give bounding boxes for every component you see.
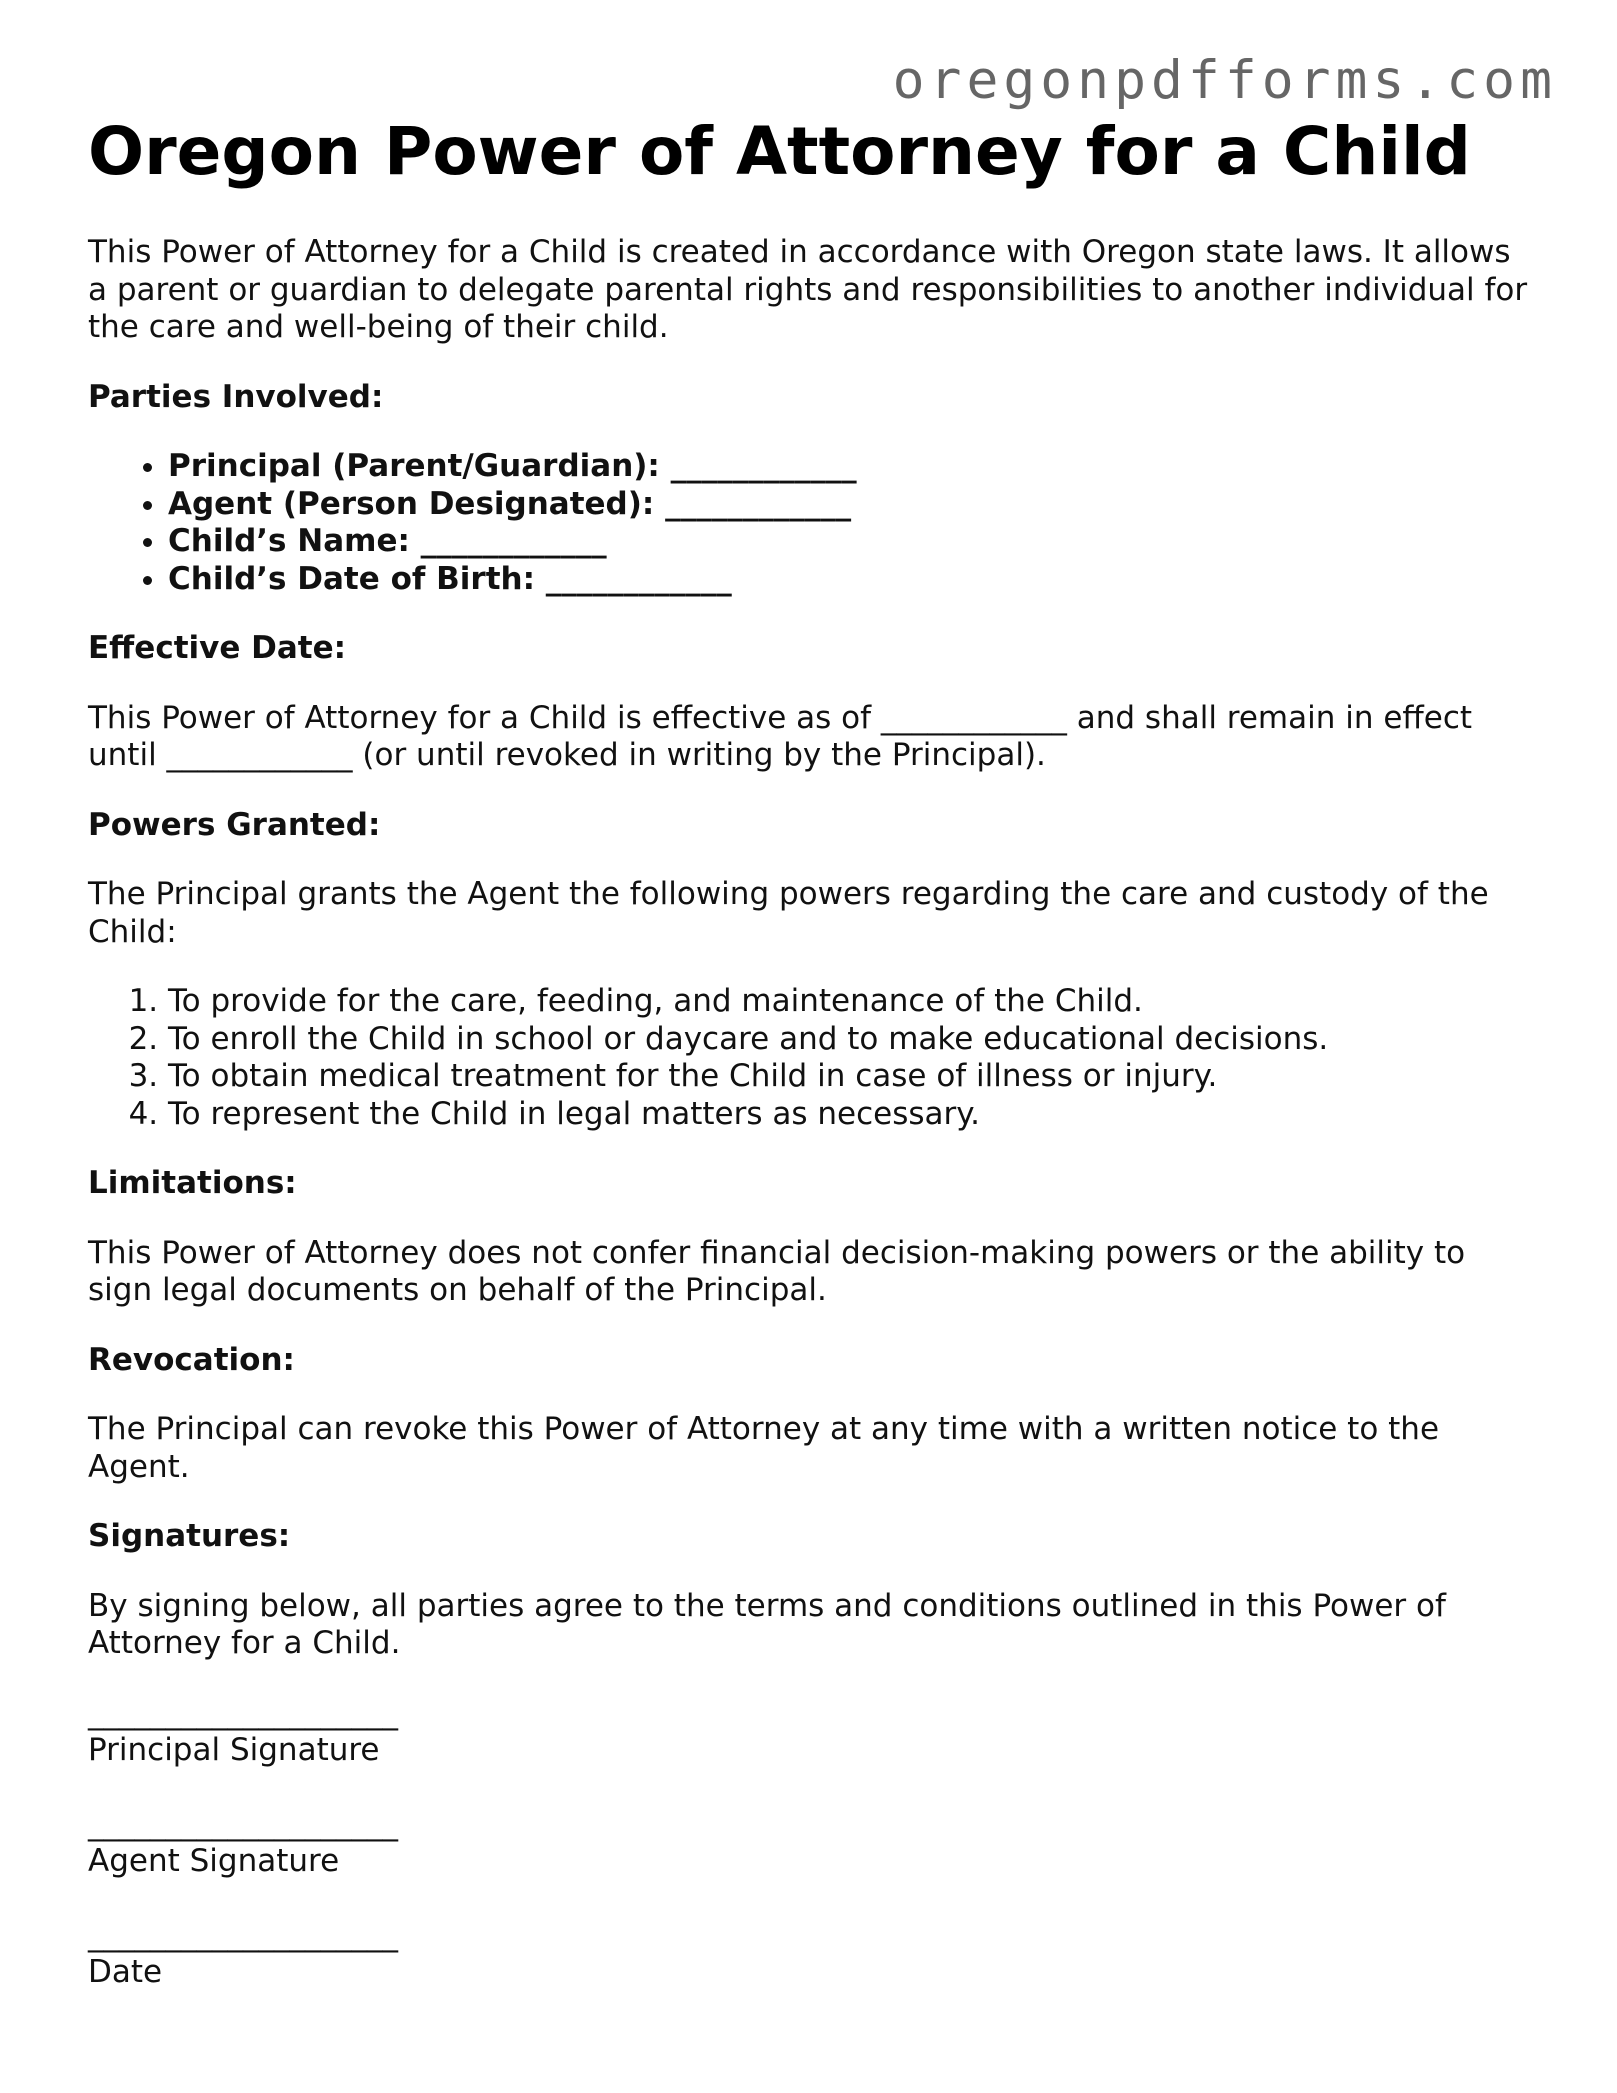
date-signature-block [88, 1917, 1528, 1992]
power-item: 3. To obtain medical treatment for the Child in case of illness or injury. [168, 1058, 1528, 1096]
revocation-heading: Revocation: [88, 1341, 295, 1378]
signatures-heading: Signatures: [88, 1518, 291, 1554]
agent-signature-label: Agent Signature [88, 1843, 340, 1879]
document-body [88, 110, 1528, 1992]
principal-signature-label: Principal Signature [88, 1732, 380, 1768]
date-signature-line[interactable]: ____________________ [88, 1916, 398, 1953]
signatures-text: By signing below, all parties agree to the terms and conditions outlined in this Power of Attorney for a Child. [88, 1587, 1446, 1661]
powers-heading: Powers Granted: [88, 806, 381, 843]
party-agent-field[interactable]: • Agent (Person Designated): ____________ [168, 486, 1528, 524]
agent-signature-line[interactable]: ____________________ [88, 1805, 398, 1842]
principal-signature-line[interactable]: ____________________ [88, 1694, 398, 1731]
parties-heading: Parties Involved: [88, 378, 384, 415]
date-signature-label: Date [88, 1954, 163, 1990]
effective-date-heading: Effective Date: [88, 630, 347, 666]
powers-text: The Principal grants the Agent the following powers regarding the care and custody of the Child: [88, 876, 1489, 950]
power-item: 1. To provide for the care, feeding, and maintenance of the Child. [168, 983, 1528, 1021]
agent-signature-block [88, 1806, 1528, 1881]
parties-list [88, 448, 1528, 598]
limitations-text: This Power of Attorney does not confer financial decision-making powers or the ability to sign legal documents on behalf of the Principal. [88, 1234, 1466, 1308]
child-name-field[interactable]: • Child’s Name: ____________ [168, 523, 1528, 561]
power-item: 2. To enroll the Child in school or daycare and to make educational decisions. [168, 1021, 1528, 1059]
limitations-heading: Limitations: [88, 1165, 297, 1201]
powers-list [88, 983, 1528, 1133]
child-dob-field[interactable]: • Child’s Date of Birth: ____________ [168, 561, 1528, 599]
effective-date-text: This Power of Attorney for a Child is effective as of ____________ and shall remain in effect until ____________ (or until revoked in writing by the Principal). [88, 699, 1473, 773]
intro-paragraph: This Power of Attorney for a Child is created in accordance with Oregon state laws. It allows a parent or guardian to delegate parental rights and responsibilities to another individual for the care and well-being of their child. [88, 234, 1528, 345]
revocation-text: The Principal can revoke this Power of Attorney at any time with a written notice to the Agent. [88, 1411, 1440, 1485]
party-principal-field[interactable]: • Principal (Parent/Guardian): ____________ [168, 448, 1528, 486]
principal-signature-block [88, 1695, 1528, 1770]
power-item: 4. To represent the Child in legal matters as necessary. [168, 1096, 1528, 1134]
site-watermark: oregonpdfforms.com [892, 50, 1557, 111]
document-title: Oregon Power of Attorney for a Child [88, 113, 1471, 190]
